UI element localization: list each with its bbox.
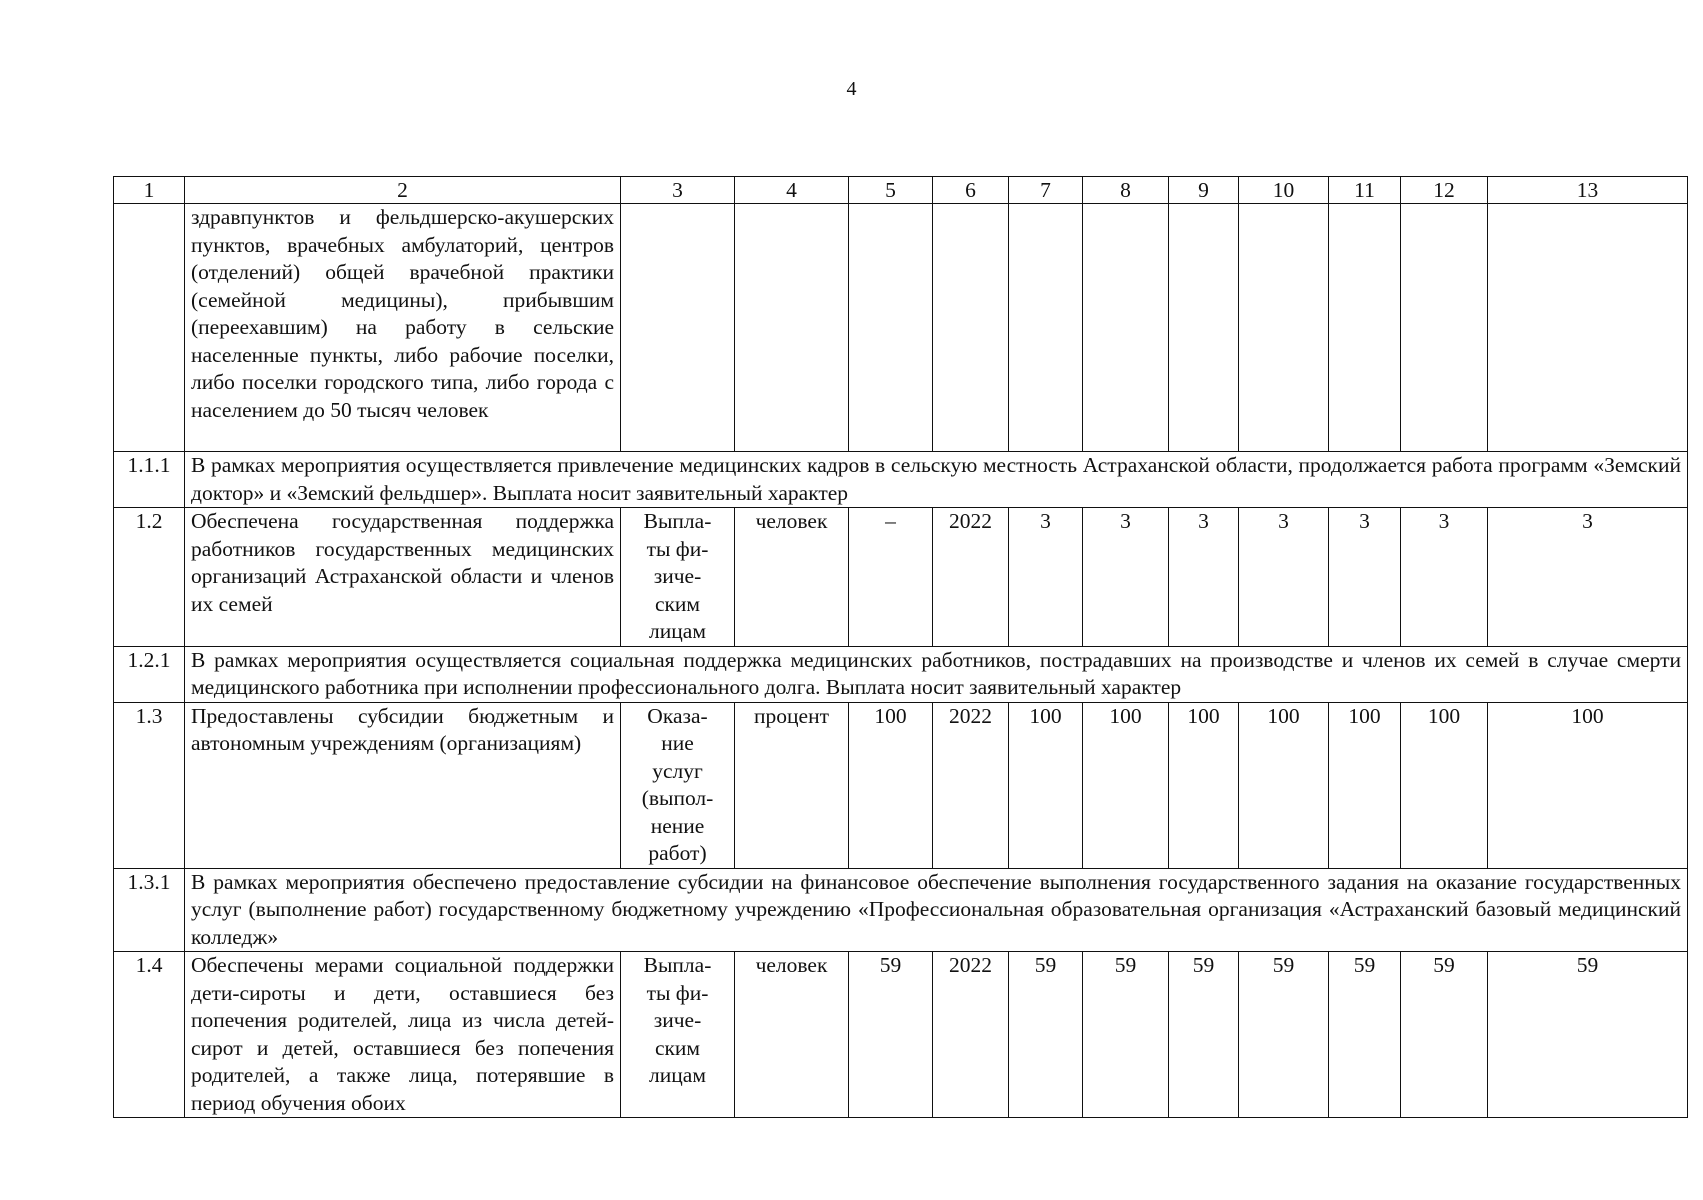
row-unit bbox=[621, 204, 735, 452]
row-value: 59 bbox=[1329, 952, 1401, 1118]
note-row bbox=[114, 646, 1688, 702]
column-number: 10 bbox=[1239, 177, 1329, 204]
row-description: Обеспечена государственная поддержка работников государственных медицинских организаций Астраханской области и членов их семей bbox=[185, 508, 621, 647]
table-row bbox=[114, 952, 1688, 1118]
column-number: 4 bbox=[735, 177, 849, 204]
row-value bbox=[849, 204, 933, 452]
row-unit: Оказа- ние услуг (выпол- нение работ) bbox=[621, 702, 735, 868]
row-value: 3 bbox=[1009, 508, 1083, 647]
table-row bbox=[114, 204, 1688, 452]
note-row bbox=[114, 868, 1688, 952]
row-value: 100 bbox=[1329, 702, 1401, 868]
row-value: 100 bbox=[1009, 702, 1083, 868]
column-number: 13 bbox=[1488, 177, 1688, 204]
row-value: – bbox=[849, 508, 933, 647]
row-number: 1.4 bbox=[114, 952, 185, 1118]
row-value: 3 bbox=[1083, 508, 1169, 647]
row-number: 1.1.1 bbox=[114, 452, 185, 508]
row-value: 100 bbox=[1488, 702, 1688, 868]
column-number: 6 bbox=[933, 177, 1009, 204]
row-number: 1.2 bbox=[114, 508, 185, 647]
row-value: 2022 bbox=[933, 702, 1009, 868]
column-number: 9 bbox=[1169, 177, 1239, 204]
column-number: 7 bbox=[1009, 177, 1083, 204]
row-unit: Выпла- ты фи- зиче- ским лицам bbox=[621, 952, 735, 1118]
row-description: здравпунктов и фельдшерско-акушерских пунктов, врачебных амбулаторий, центров (отделений) общей врачебной практики (семейной медицины), прибывшим (переехавшим) на работу в сельские населенные пункты, либо рабочие поселки, либо поселки городского типа, либо города с населением до 50 тысяч человек bbox=[185, 204, 621, 452]
table-row bbox=[114, 702, 1688, 868]
column-number: 11 bbox=[1329, 177, 1401, 204]
row-value: 100 bbox=[1239, 702, 1329, 868]
row-value: 59 bbox=[1239, 952, 1329, 1118]
row-value: 2022 bbox=[933, 508, 1009, 647]
column-number: 5 bbox=[849, 177, 933, 204]
row-unit: Выпла- ты фи- зиче- ским лицам bbox=[621, 508, 735, 647]
row-measure: человек bbox=[735, 952, 849, 1118]
row-note: В рамках мероприятия обеспечено предоставление субсидии на финансовое обеспечение выполнения государственного задания на оказание государственных услуг (выполнение работ) государственному бюджетному учреждению «Профессиональная образовательная организация «Астраханский базовый медицинский колледж» bbox=[185, 868, 1688, 952]
row-number bbox=[114, 204, 185, 452]
row-value: 59 bbox=[1401, 952, 1488, 1118]
column-number: 8 bbox=[1083, 177, 1169, 204]
row-measure bbox=[735, 204, 849, 452]
row-value: 100 bbox=[849, 702, 933, 868]
row-value bbox=[1329, 204, 1401, 452]
row-value: 2022 bbox=[933, 952, 1009, 1118]
row-note: В рамках мероприятия осуществляется социальная поддержка медицинских работников, пострадавших на производстве и членов их семей в случае смерти медицинского работника при исполнении профессионального долга. Выплата носит заявительный характер bbox=[185, 646, 1688, 702]
row-value: 59 bbox=[1169, 952, 1239, 1118]
row-number: 1.3 bbox=[114, 702, 185, 868]
row-value: 3 bbox=[1239, 508, 1329, 647]
row-description: Предоставлены субсидии бюджетным и автономным учреждениям (организациям) bbox=[185, 702, 621, 868]
row-value: 100 bbox=[1083, 702, 1169, 868]
column-numbers-row bbox=[114, 177, 1688, 204]
row-note: В рамках мероприятия осуществляется привлечение медицинских кадров в сельскую местность Астраханской области, продолжается работа программ «Земский доктор» и «Земский фельдшер». Выплата носит заявительный характер bbox=[185, 452, 1688, 508]
row-number: 1.3.1 bbox=[114, 868, 185, 952]
row-value: 100 bbox=[1401, 702, 1488, 868]
row-value bbox=[1488, 204, 1688, 452]
row-value bbox=[933, 204, 1009, 452]
row-value bbox=[1009, 204, 1083, 452]
row-measure: человек bbox=[735, 508, 849, 647]
row-value bbox=[1401, 204, 1488, 452]
row-value: 3 bbox=[1488, 508, 1688, 647]
row-value: 3 bbox=[1329, 508, 1401, 647]
row-measure: процент bbox=[735, 702, 849, 868]
indicators-table bbox=[113, 176, 1688, 1118]
row-description: Обеспечены мерами социальной поддержки дети-сироты и дети, оставшиеся без попечения родителей, лица из числа детей-сирот и детей, оставшиеся без попечения родителей, а также лица, потерявшие в период обучения обоих bbox=[185, 952, 621, 1118]
row-value: 59 bbox=[1488, 952, 1688, 1118]
table-row bbox=[114, 508, 1688, 647]
row-value: 100 bbox=[1169, 702, 1239, 868]
row-value: 59 bbox=[1083, 952, 1169, 1118]
row-value bbox=[1239, 204, 1329, 452]
row-value bbox=[1169, 204, 1239, 452]
column-number: 2 bbox=[185, 177, 621, 204]
row-value: 59 bbox=[849, 952, 933, 1118]
note-row bbox=[114, 452, 1688, 508]
row-value bbox=[1083, 204, 1169, 452]
row-value: 59 bbox=[1009, 952, 1083, 1118]
row-value: 3 bbox=[1401, 508, 1488, 647]
column-number: 12 bbox=[1401, 177, 1488, 204]
column-number: 3 bbox=[621, 177, 735, 204]
row-value: 3 bbox=[1169, 508, 1239, 647]
page-number: 4 bbox=[846, 78, 857, 100]
row-number: 1.2.1 bbox=[114, 646, 185, 702]
column-number: 1 bbox=[114, 177, 185, 204]
